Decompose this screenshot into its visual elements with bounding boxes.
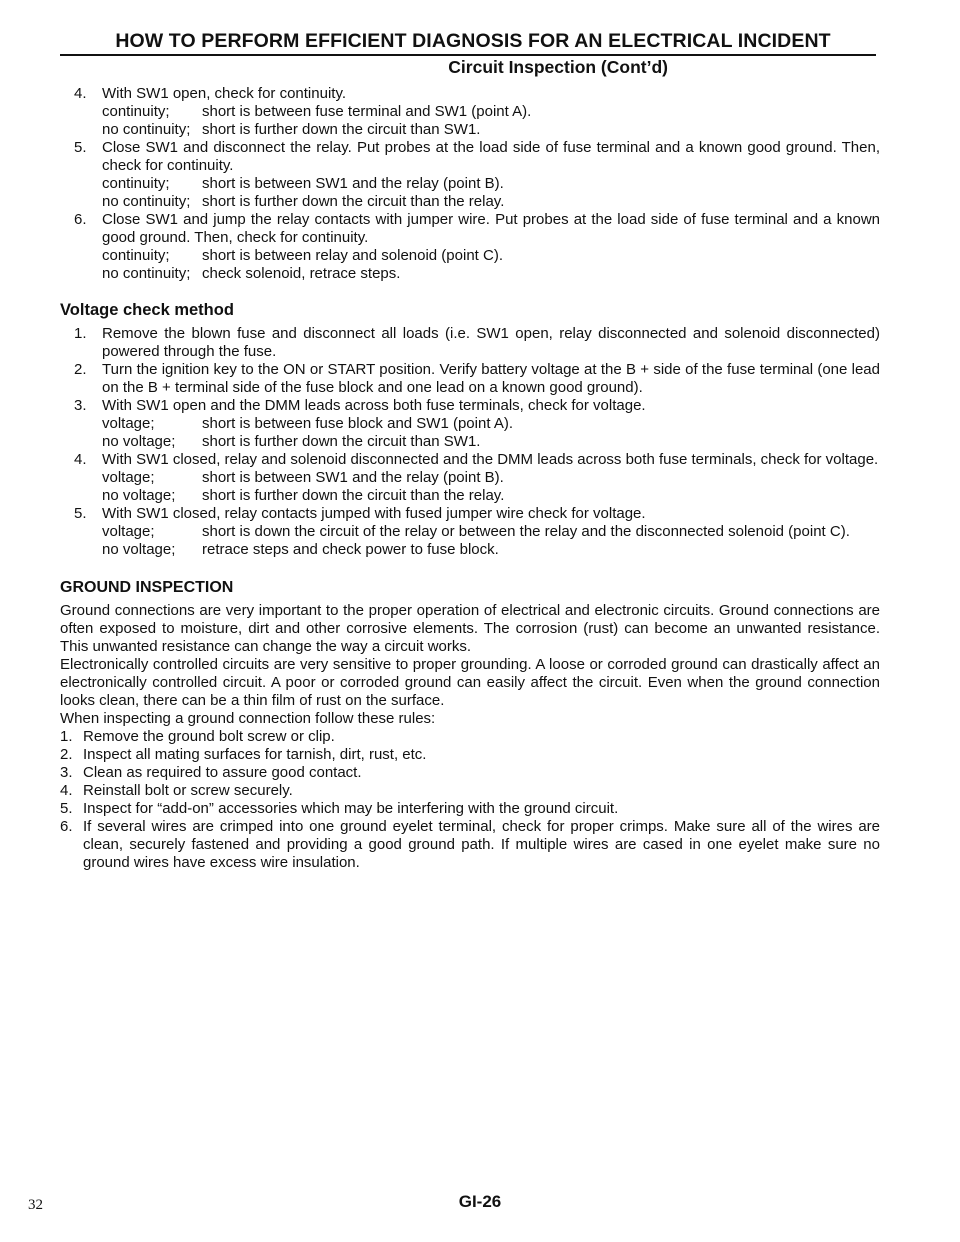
result-value: short is between relay and solenoid (point C). <box>202 247 503 264</box>
step-number: 6. <box>74 211 87 228</box>
result-key: no continuity; <box>102 265 191 282</box>
page-number: 32 <box>28 1197 43 1213</box>
section-page-code: GI-26 <box>458 1192 502 1211</box>
step-number: 5. <box>74 139 87 156</box>
result-row <box>60 523 880 541</box>
step-text: Turn the ignition key to the ON or START position. Verify battery voltage at the B + side of the fuse terminal (one lead on the B + terminal side of the fuse block and one lead on a known good ground). <box>102 361 880 396</box>
page-title: HOW TO PERFORM EFFICIENT DIAGNOSIS FOR AN ELECTRICAL INCIDENT <box>115 30 831 52</box>
result-value: short is between SW1 and the relay (point B). <box>202 175 504 192</box>
rule-text: Remove the ground bolt screw or clip. <box>83 728 335 745</box>
rule-text: Inspect all mating surfaces for tarnish, dirt, rust, etc. <box>83 746 427 763</box>
list-item <box>60 325 880 361</box>
result-key: voltage; <box>102 469 155 486</box>
rule-text: If several wires are crimped into one ground eyelet terminal, check for proper crimps. Make sure all of the wires are clean, securely fastened and providing a good ground path. If multiple wires are cased in one eyelet make sure no ground wires have excess wire insulation. <box>83 818 880 871</box>
list-item <box>60 728 880 746</box>
rule-number: 2. <box>60 746 73 763</box>
page-content <box>60 85 880 872</box>
rule-number: 1. <box>60 728 73 745</box>
list-item <box>60 139 880 175</box>
step-text: Close SW1 and jump the relay contacts with jumper wire. Put probes at the load side of fuse terminal and a known good ground. Then, check for continuity. <box>102 211 880 246</box>
result-value: retrace steps and check power to fuse block. <box>202 541 499 558</box>
step-text: With SW1 closed, relay contacts jumped with fused jumper wire check for voltage. <box>102 505 646 522</box>
result-key: no voltage; <box>102 541 176 558</box>
list-item <box>60 800 880 818</box>
result-key: no voltage; <box>102 433 176 450</box>
step-number: 2. <box>74 361 87 378</box>
continuity-steps <box>60 85 880 283</box>
paragraph: Electronically controlled circuits are very sensitive to proper grounding. A loose or corroded ground can drastically affect an electronically controlled circuit. A poor or corroded ground can easily affect the circuit. Even when the ground connection looks clean, there can be a thin film of rust on the surface. <box>60 656 880 709</box>
voltage-section-heading: Voltage check method <box>60 301 234 319</box>
result-row <box>60 487 880 505</box>
result-value: short is further down the circuit than SW1. <box>202 121 481 138</box>
result-value: short is down the circuit of the relay or between the relay and the disconnected solenoid (point C). <box>202 523 850 540</box>
list-item <box>60 85 880 103</box>
rule-text: Inspect for “add-on” accessories which may be interfering with the ground circuit. <box>83 800 619 817</box>
result-value: short is between fuse terminal and SW1 (point A). <box>202 103 532 120</box>
result-key: continuity; <box>102 175 170 192</box>
step-text: With SW1 open and the DMM leads across both fuse terminals, check for voltage. <box>102 397 646 414</box>
step-number: 1. <box>74 325 87 342</box>
result-row <box>60 415 880 433</box>
step-text: Remove the blown fuse and disconnect all loads (i.e. SW1 open, relay disconnected and solenoid disconnected) powered through the fuse. <box>102 325 880 360</box>
result-key: continuity; <box>102 247 170 264</box>
step-text: Close SW1 and disconnect the relay. Put probes at the load side of fuse terminal and a known good ground. Then, check for continuity. <box>102 139 880 174</box>
ground-section-heading: GROUND INSPECTION <box>60 579 234 596</box>
result-key: voltage; <box>102 415 155 432</box>
result-key: voltage; <box>102 523 155 540</box>
result-value: short is further down the circuit than the relay. <box>202 193 505 210</box>
result-row <box>60 469 880 487</box>
voltage-steps <box>60 325 880 559</box>
result-row <box>60 541 880 559</box>
result-row <box>60 121 880 139</box>
rule-number: 5. <box>60 800 73 817</box>
page-subtitle: Circuit Inspection (Cont’d) <box>448 57 668 77</box>
rule-number: 6. <box>60 818 73 835</box>
result-value: short is further down the circuit than SW1. <box>202 433 481 450</box>
step-number: 4. <box>74 85 87 102</box>
result-value: short is between SW1 and the relay (point B). <box>202 469 504 486</box>
list-item <box>60 746 880 764</box>
result-row <box>60 193 880 211</box>
paragraph: Ground connections are very important to the proper operation of electrical and electronic circuits. Ground connections are often exposed to moisture, dirt and other corrosive elements. The corrosion (rust) can become an unwanted resistance. This unwanted resistance can change the way a circuit works. <box>60 602 880 655</box>
rule-number: 4. <box>60 782 73 799</box>
list-item <box>60 451 880 469</box>
step-number: 4. <box>74 451 87 468</box>
result-row <box>60 433 880 451</box>
step-text: With SW1 closed, relay and solenoid disconnected and the DMM leads across both fuse terminals, check for voltage. <box>102 451 879 468</box>
result-row <box>60 265 880 283</box>
result-key: continuity; <box>102 103 170 120</box>
result-value: short is further down the circuit than the relay. <box>202 487 505 504</box>
list-item <box>60 397 880 415</box>
paragraph: When inspecting a ground connection follow these rules: <box>60 710 436 727</box>
rule-text: Reinstall bolt or screw securely. <box>83 782 293 799</box>
list-item <box>60 782 880 800</box>
result-row <box>60 175 880 193</box>
list-item <box>60 818 880 872</box>
result-key: no voltage; <box>102 487 176 504</box>
list-item <box>60 211 880 247</box>
result-row <box>60 247 880 265</box>
step-text: With SW1 open, check for continuity. <box>102 85 346 102</box>
step-number: 3. <box>74 397 87 414</box>
list-item <box>60 505 880 523</box>
result-key: no continuity; <box>102 193 191 210</box>
result-key: no continuity; <box>102 121 191 138</box>
rule-text: Clean as required to assure good contact. <box>83 764 362 781</box>
list-item <box>60 764 880 782</box>
rule-number: 3. <box>60 764 73 781</box>
result-value: short is between fuse block and SW1 (point A). <box>202 415 513 432</box>
page-header <box>60 30 876 77</box>
ground-section-body <box>60 602 880 872</box>
result-value: check solenoid, retrace steps. <box>202 265 401 282</box>
step-number: 5. <box>74 505 87 522</box>
title-rule <box>60 54 876 56</box>
result-row <box>60 103 880 121</box>
list-item <box>60 361 880 397</box>
